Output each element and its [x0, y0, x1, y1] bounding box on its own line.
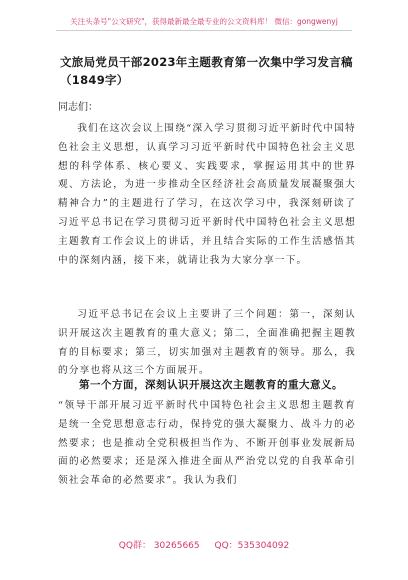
paragraph-section-one: “领导干部开展习近平新时代中国特色社会主义思想主题教育是统一全党思想意志行动，保持党的强大凝聚力、战斗力的必然要求；也是推动全党积极担当作为、不断开创事业发展新局面的必然要求；还是深入推进全面从严治党以党的自我革命引领社会革命的必然要求”。我认为我们: [58, 400, 356, 487]
footer-qq-group: QQ群： 30265665: [118, 541, 200, 551]
header-banner: 关注头条号"公文研究"，获得最新最全最专业的公文资料库！ 微信：gongwenyj: [70, 17, 338, 26]
paragraph-overview: 习近平总书记在会议上主要讲了三个问题：第一，深刻认识开展这次主题教育的重大意义；第二，全面准确把握主题教育的目标要求；第三，切实加强对主题教育的领导。那么，我的分享也将从这三个方面展开。: [58, 309, 356, 377]
section-heading: 第一个方面，深刻认识开展这次主题教育的重大意义。: [79, 379, 343, 391]
footer-contact: [0, 538, 408, 551]
header-divider: [56, 30, 352, 31]
document-title: 文旅局党员干部2023年主题教育第一次集中学习发言稿（1849字）: [60, 55, 353, 87]
footer-qq-number: QQ：535304092: [214, 541, 290, 551]
paragraph-intro: 我们在这次会议上围绕“深入学习贯彻习近平新时代中国特色社会主义思想，认真学习习近平新时代中国特色社会主义思想的科学体系、核心要义、实践要求，掌握运用其中的世界观、方法论，为进一步推动全区经济社会高质量发展凝聚强大精神合力”的主题进行了学习，在这次学习中，我深刻研读了习近平总书记在学习贯彻习近平新时代中国特色社会主义思想主题教育工作会议上的讲话，并且结合实际的工作生活感悟其中的深刻内涵，接下来，就请让我为大家分享一下。: [58, 123, 356, 266]
greeting: 同志们：: [58, 102, 98, 113]
